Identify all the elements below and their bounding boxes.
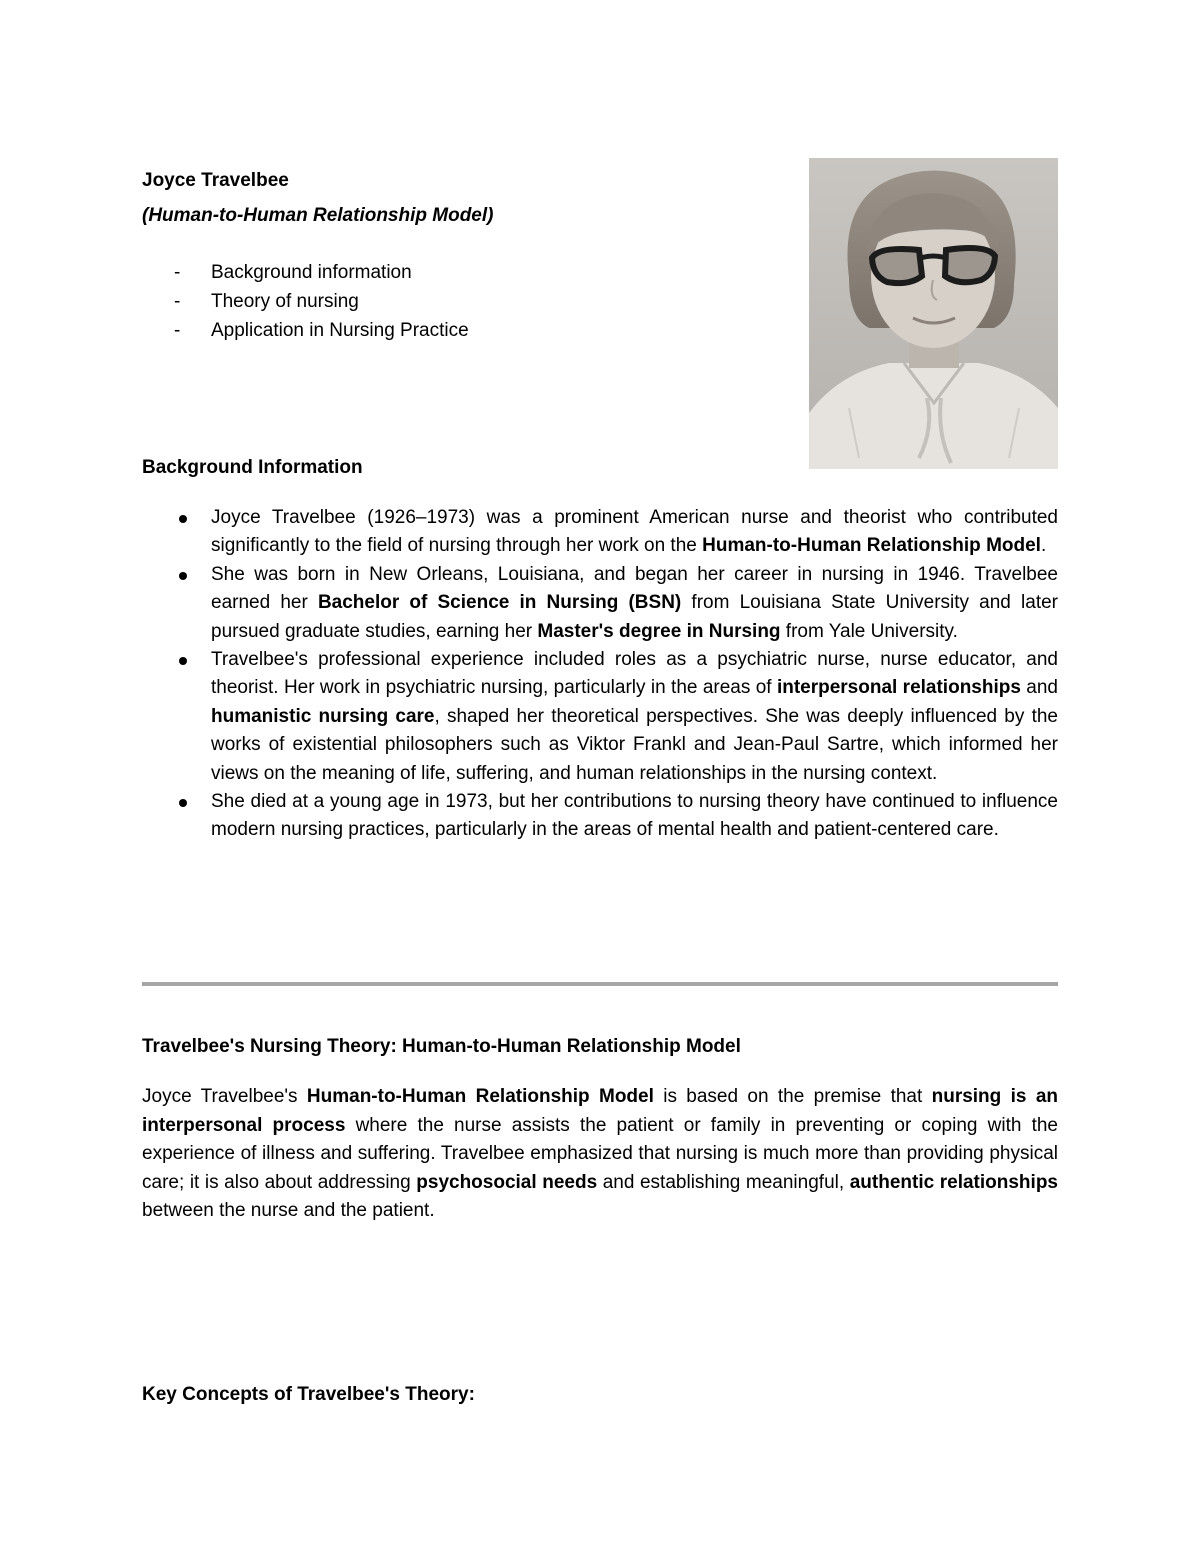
outline-item <box>142 316 469 345</box>
bullet-text: She died at a young age in 1973, but her contributions to nursing theory have continued to influence modern nursing practices, particularly in the areas of mental health and patient-centered care. <box>211 791 1058 841</box>
bullet-text: from Yale University. <box>780 620 958 642</box>
paragraph-bold-text: authentic relationships <box>849 1171 1058 1193</box>
bullet-dot-icon <box>179 572 187 580</box>
bullet-item <box>142 646 1058 788</box>
section-heading-key-concepts: Key Concepts of Travelbee's Theory: <box>142 1384 475 1405</box>
bullet-bold-text: Human-to-Human Relationship Model <box>702 535 1041 557</box>
bullet-bold-text: Master's degree in Nursing <box>537 620 781 642</box>
document-title: Joyce Travelbee <box>142 170 289 191</box>
outline-item-label: Background information <box>211 262 412 283</box>
document-subtitle: (Human-to-Human Relationship Model) <box>142 205 494 226</box>
bullet-dot-icon <box>179 657 187 665</box>
bullet-dot-icon <box>179 799 187 807</box>
theory-paragraph <box>142 1083 1058 1226</box>
dash-marker: - <box>174 291 181 312</box>
paragraph-text: Joyce Travelbee's <box>142 1086 307 1107</box>
outline-item <box>142 258 469 287</box>
bullet-text: and <box>1020 677 1058 699</box>
bullet-text: . <box>1040 535 1047 557</box>
horizontal-divider <box>142 982 1058 986</box>
paragraph-text: where the nurse assists the patient or family in preventing or coping with the experience of illness and suffering. Travelbee emphasized that nursing is much more than providing physical care; it is also about addressing <box>142 1114 1058 1193</box>
section-heading-background: Background Information <box>142 457 363 478</box>
section-heading-theory: Travelbee's Nursing Theory: Human-to-Human Relationship Model <box>142 1036 741 1057</box>
bullet-dot-icon <box>179 515 187 523</box>
paragraph-text: is based on the premise that <box>653 1086 932 1107</box>
bullet-item <box>142 504 1058 561</box>
outline-item <box>142 287 469 316</box>
bullet-bold-text: interpersonal relationships <box>776 677 1021 699</box>
bullet-text: , shaped her theoretical perspectives. She was deeply influenced by the works of existential philosophers such as Viktor Frankl and Jean-Paul Sartre, which informed her views on the meaning of life, suffering, and human relationships in the nursing context. <box>211 705 1058 784</box>
bullet-bold-text: Bachelor of Science in Nursing (BSN) <box>317 592 682 614</box>
dash-marker: - <box>174 320 181 341</box>
background-bullet-list <box>142 504 1058 845</box>
outline-list <box>142 258 469 345</box>
bullet-item <box>142 788 1058 845</box>
bullet-text: She was born in New Orleans, Louisiana, and began her career in nursing in 1946. Travelbee earned her <box>211 563 1058 614</box>
paragraph-text: between the nurse and the patient. <box>142 1200 435 1221</box>
paragraph-bold-text: psychosocial needs <box>416 1171 598 1193</box>
paragraph-bold-text: nursing is an interpersonal process <box>142 1086 1058 1136</box>
outline-item-label: Application in Nursing Practice <box>211 320 469 341</box>
bullet-item <box>142 561 1058 646</box>
bullet-text: from Louisiana State University and later pursued graduate studies, earning her <box>211 592 1058 642</box>
bullet-text: Joyce Travelbee (1926–1973) was a prominent American nurse and theorist who contributed significantly to the field of nursing through her work on the <box>211 507 1058 557</box>
portrait-photo <box>809 158 1058 469</box>
paragraph-bold-text: Human-to-Human Relationship Model <box>306 1086 654 1107</box>
bullet-text: Travelbee's professional experience included roles as a psychiatric nurse, nurse educator, and theorist. Her work in psychiatric nursing, particularly in the areas of <box>211 649 1058 699</box>
outline-item-label: Theory of nursing <box>211 291 359 312</box>
bullet-bold-text: humanistic nursing care <box>211 705 435 727</box>
paragraph-text: and establishing meaningful, <box>597 1171 850 1193</box>
dash-marker: - <box>174 262 181 283</box>
